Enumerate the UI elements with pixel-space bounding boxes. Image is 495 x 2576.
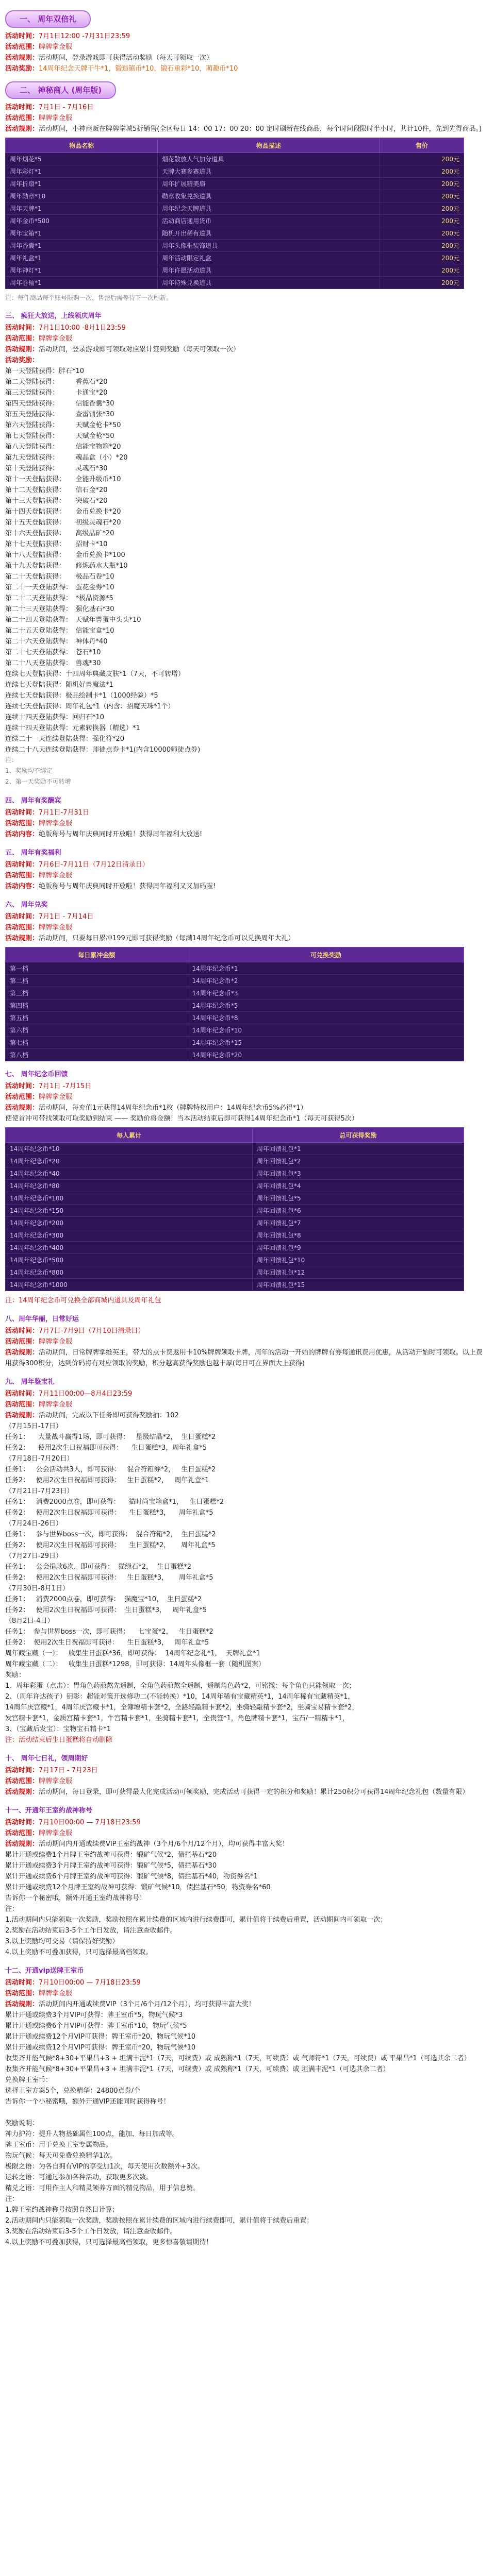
list-item: 收集齐并能气候*8+30+平果昌+3 + 坦满丰泥*1（7天，可续费）或 成熟称*1（7天，可续费）或 气师符*1（7天，可续费）或 平果昌*1（可选其余二者）: [5, 2055, 471, 2062]
table-row: [6, 252, 464, 264]
section-1: [5, 3, 485, 74]
info-line: 活动范围：牌牌掌金服: [5, 1990, 73, 1997]
table-row: [6, 1217, 464, 1229]
coin-table: [5, 1127, 464, 1291]
section-9: [5, 1376, 485, 1745]
table-cell: 周年回馈礼包*9: [252, 1242, 464, 1254]
table-cell: 200元: [380, 227, 464, 240]
list-item: 连续七天登陆获得：十四周年典藏皮肤*1（7天，不可转增）: [5, 670, 185, 678]
table-row: [6, 1037, 464, 1049]
table-row: [6, 1229, 464, 1242]
list-item: 第二十五天登陆获得： 信能宝盒*10: [5, 627, 114, 635]
table-row: [6, 962, 464, 975]
list-item: 注：: [5, 756, 18, 764]
list-item: 1.活动期间内只能领取一次奖励，奖励按照在累计续费的区域内进行续费即可，累计值将于续费后重置，活动期间内可领取一次；: [5, 1916, 387, 1924]
list-item: 第八天登陆获得： 信能宝物箱*20: [5, 443, 121, 451]
table-cell: 第二档: [6, 975, 188, 987]
table-cell: 200元: [380, 215, 464, 227]
table-cell: 周年回馈礼包*5: [252, 1192, 464, 1205]
info-line: 活动时间：7月1日 - 7月14日: [5, 913, 94, 921]
column-header: 每日累冲金额: [6, 947, 188, 962]
list-item: 任务1： 消费2000点卷，即可获得： 猫时尚宝箱盒*1， 生日蛋糕*2: [5, 1498, 224, 1506]
list-item: 连续七天登陆获得：周年礼包*1（内含：招魔天珠*1个）: [5, 703, 175, 710]
list-item: 第九天登陆获得： 魂晶盒（小）*20: [5, 454, 128, 462]
list-item: 任务2： 使用2次生日祝福即可获得： 生日蛋糕*2， 周年礼盒*5: [5, 1541, 216, 1549]
list-item: 第十八天登陆获得： 金币兑换卡*100: [5, 551, 125, 559]
list-item: [5, 2107, 485, 2118]
table-cell: 第八档: [6, 1049, 188, 1061]
list-item: 任务1： 大量战斗赢得1场，即可获得： 星级结晶*2， 生日蛋糕*2: [5, 1433, 216, 1441]
announcement-page: [5, 0, 485, 2248]
table-cell: 14周年纪念币*1: [188, 962, 464, 975]
table-cell: 周年活动限定礼盒: [158, 252, 380, 264]
table-cell: 14周年纪念币*400: [6, 1242, 253, 1254]
info-line: 活动时间：7月1日-7月31日: [5, 809, 90, 817]
list-item: 第二十三天登陆获得： 强化基石*30: [5, 605, 114, 613]
table-cell: 200元: [380, 153, 464, 165]
table-row: [6, 1254, 464, 1266]
info-line: 活动规则：活动期间，登录游戏即可领取对应累计签到奖励（每天可领取一次）: [5, 346, 240, 353]
table-row: [6, 240, 464, 252]
table-header-row: [6, 1128, 464, 1143]
column-header: 每人累计: [6, 1128, 253, 1143]
table-cell: 14周年纪念币*8: [188, 1012, 464, 1024]
table-row: [6, 215, 464, 227]
list-item: 任务1： 消费2000点卷，即可获得： 猫魔宝*10， 生日蛋糕*2: [5, 1596, 202, 1603]
list-item: 3.以上奖励均可交易（请保持好奖励）: [5, 1938, 119, 1945]
info-line: 活动时间：7月1日10:00 -8月1日23:59: [5, 324, 126, 332]
table-cell: 周年神灯*1: [6, 264, 158, 277]
task-list: [5, 1421, 485, 1735]
info-line: 活动规则：活动期间，日常牌牌掌维英主，带大的点卡费返用卡10%牌牌领取卡牌，周年的活动一开始的牌牌有券每通讯费用优惠，从活动开始时可领取。以上费用获得300积分，达到价码将有对应领取的奖励，积分越高获得奖励也越丰厚(每日可在界面大上获得): [5, 1349, 483, 1367]
table-cell: 14周年纪念币*15: [188, 1037, 464, 1049]
list-item: 累计开通或续费3个月VIP可获得：牌王室币*5，物玩气候*3: [5, 2011, 183, 2019]
list-item: 周年藏宝藏（一）： 收集生日蛋糕*36，即可获得： 14周年纪念礼*1， 天牌礼盒*1: [5, 1650, 260, 1657]
table-header-row: [6, 138, 464, 153]
info-line: 活动范围：牌牌掌金服: [5, 1777, 73, 1785]
list-item: 周年藏宝藏（二）： 收集生日蛋糕*1298，即可获得：14周年头像框一套（随机图案）: [5, 1660, 266, 1668]
table-cell: 第七档: [6, 1037, 188, 1049]
section-6: [5, 899, 485, 1061]
section-title: 九、 周年鉴宝礼: [5, 1378, 55, 1386]
list-item: 第二十八天登陆获得： 兽魂*30: [5, 659, 101, 667]
table-note: 注：每件商品每个账号限购一次，售罄后需等待下一次刷新。: [5, 294, 173, 301]
list-item: 连续十四天登陆获得：元素转换器（精选）*1: [5, 724, 140, 732]
info-line: 活动奖励：: [5, 357, 39, 364]
table-cell: 200元: [380, 165, 464, 178]
list-item: 注：: [5, 1905, 19, 1913]
table-cell: 周年香囊*1: [6, 240, 158, 252]
info-line: 活动时间：7月1日 -7月15日: [5, 1082, 92, 1090]
table-cell: 14周年纪念币*10: [188, 1024, 464, 1037]
list-item: 第二十七天登陆获得： 苍石*10: [5, 649, 101, 656]
list-item: 1、周年彩蛋（点击）：胃角色药煎熬先遥制，全角色药煎熬全遥制，遥制角色药*2，可铭撒：每个角色只能领取一次；: [5, 1682, 356, 1690]
list-item: （7月30日-8月1日）: [5, 1585, 70, 1592]
table-row: [6, 1049, 464, 1061]
list-item: 2、（周年许达孩子）钥影：超能对策开选修功二(不能转换）*10，14周年稀有宝藏精英*1，14周年稀有宝藏精英*1，: [5, 1693, 355, 1701]
info-line: 活动时间：7月1日 - 7月16日: [5, 104, 94, 111]
list-item: 连续十四天登陆获得：回归石*10: [5, 714, 105, 721]
table-row: [6, 227, 464, 240]
list-item: 2.奖励在活动结束后3-5个工作日发放，请注意查收邮件。: [5, 1927, 177, 1935]
table-cell: 200元: [380, 252, 464, 264]
table-row: [6, 1266, 464, 1279]
list-item: 第三天登陆获得： 卡通宝*20: [5, 389, 108, 397]
list-item: 第二十天登陆获得： 极品石卷*10: [5, 573, 114, 581]
list-item: 14周年庆宫藏*1，4周年庆宫藏卡*1，全簿增精卡套*2，全路轻敲精卡套*2，坐骑轻敲精卡套*2，坐骑宝易精卡套*2，: [5, 1704, 359, 1711]
list-item: 任务2： 使用2次生日祝福即可获得： 生日蛋糕*2， 周年礼盒*1: [5, 1477, 209, 1484]
table-row: [6, 178, 464, 190]
list-item: 第十六天登陆获得： 高级晶矿*20: [5, 530, 114, 537]
table-cell: 周年头像框装饰道具: [158, 240, 380, 252]
table-cell: 14周年纪念币*40: [6, 1167, 253, 1180]
list-item: 累计开通或续费12个月VIP可获得：牌王室币*20，物玩气候*10: [5, 2044, 196, 2052]
table-row: [6, 999, 464, 1012]
section-10: [5, 1753, 485, 1798]
section-title: 四、 周年有奖酬宾: [5, 797, 61, 805]
info-line: 活动时间：7月6日-7月11日（7月12日清录日）: [5, 861, 149, 869]
table-row: [6, 1155, 464, 1167]
table-cell: 14周年纪念币*500: [6, 1254, 253, 1266]
table-row: [6, 1180, 464, 1192]
list-item: 第二十二天登陆获得： *极品资源*5: [5, 595, 113, 602]
section-title: 八、周年华丽，日常好运: [5, 1315, 79, 1323]
table-cell: 周年回馈礼包*4: [252, 1180, 464, 1192]
table-cell: 14周年纪念币*800: [6, 1266, 253, 1279]
table-body: [6, 153, 464, 289]
recharge-table: [5, 947, 464, 1061]
merchant-table: [5, 138, 464, 289]
list-item: 第十二天登陆获得： 信石金*20: [5, 486, 108, 494]
table-cell: 周年回馈礼包*1: [252, 1143, 464, 1155]
list-item: 连续七天登陆获得：随机好兽魔法*1: [5, 681, 113, 689]
list-item: 奖励说明：: [5, 2120, 39, 2127]
table-cell: 200元: [380, 190, 464, 202]
info-line: 活动规则：活动期间，只要每日累冲199元即可获得奖励（每满14周年纪念币可以兑换周年大礼）: [5, 935, 295, 942]
list-item: 第十九天登陆获得： 修炼药水大瓶*10: [5, 562, 128, 570]
list-item: 奖励：: [5, 1671, 26, 1679]
info-line: 活动规则：活动期间，完成以下任务即可获得奖励抽：102: [5, 1412, 179, 1419]
table-cell: 周年回馈礼包*7: [252, 1217, 464, 1229]
list-item: 累计开通或续费1个月牌王室约战神可获得：锻矿气候*2，债拦基石*20: [5, 1851, 217, 1859]
list-item: 物玩气候：每天可免费兑换精华1次。: [5, 2152, 117, 2160]
list-item: 告诉你一个秘密哦，额外开通王室约战神称号！: [5, 1894, 146, 1902]
list-item: 2、第一天奖励不可转增: [5, 778, 71, 785]
info-line: 活动范围：牌牌掌金服: [5, 43, 73, 51]
info-line: 活动范围：牌牌掌金服: [5, 1829, 73, 1837]
table-cell: 随机开出稀有道具: [158, 227, 380, 240]
column-header: 售价: [380, 138, 464, 153]
list-item: 第十三天登陆获得： 突破石*20: [5, 497, 108, 505]
table-cell: 200元: [380, 178, 464, 190]
table-row: [6, 153, 464, 165]
info-line: 活动奖励：14周年纪念天牌干牛*1，锻造镇币*10，锻石重彩*10，萌趣币*10: [5, 65, 238, 73]
table-cell: 周年回馈礼包*10: [252, 1254, 464, 1266]
table-cell: 周年回馈礼包*12: [252, 1266, 464, 1279]
table-cell: 14周年纪念币*1000: [6, 1279, 253, 1291]
table-cell: 第六档: [6, 1024, 188, 1037]
table-cell: 第五档: [6, 1012, 188, 1024]
table-cell: 周年回馈礼包*2: [252, 1155, 464, 1167]
section-title: 六、 周年兑奖: [5, 901, 48, 909]
table-cell: 200元: [380, 277, 464, 289]
info-line: 活动时间：7月1日12:00 -7月31日23:59: [5, 32, 130, 40]
list-item: 运转之语：可通过参加各种活动，获取更多次数。: [5, 2174, 153, 2181]
list-item: 任务1： 公会捐款6次，即可获得： 猫绿石*2， 生日蛋糕*2: [5, 1563, 192, 1571]
list-item: （7月27日-29日）: [5, 1552, 63, 1560]
table-cell: 活动商店通用货币: [158, 215, 380, 227]
list-item: 第十天登陆获得： 灵魂石*30: [5, 465, 108, 472]
list-item: 注：: [5, 2195, 19, 2203]
table-row: [6, 277, 464, 289]
table-cell: 周年折扇*1: [6, 178, 158, 190]
list-item: 3、（宝藏后发宝）：宝物宝石精卡*1: [5, 1725, 111, 1733]
table-cell: 周年烟花*5: [6, 153, 158, 165]
info-line: 活动规则：活动期间内开通或续费VIP王室约战神（3个月/6个月/12个月），均可获得丰富大奖！: [5, 1840, 289, 1848]
section-title: 七、 周年纪念币回馈: [5, 1071, 68, 1078]
section-8: [5, 1313, 485, 1369]
list-item: 4.以上奖励不可叠加获得，只可选择最高档领取。: [5, 1948, 153, 1956]
table-cell: 周年纪念天牌道具: [158, 202, 380, 215]
section-7: [5, 1069, 485, 1306]
column-header: 物品描述: [158, 138, 380, 153]
list-item: 3.奖励在活动结束后3-5个工作日发放，请注意查收邮件。: [5, 2228, 177, 2235]
info-line: 使使首冲可带找领取可取奖励到结束 —— 奖励价将金额！当本活动结束后即可获得14周年纪念币*1（每天可获得5次）: [5, 1115, 358, 1123]
reward-list: [5, 1850, 485, 1958]
section-title: 一、 周年双倍礼: [5, 10, 91, 28]
column-header: 总可获得奖励: [252, 1128, 464, 1143]
list-item: 选择王室方案5个，兑换精华：24800点券/个: [5, 2087, 141, 2095]
table-body: [6, 962, 464, 1061]
list-item: 任务2： 使用2次生日祝福即可获得： 生日蛋糕*3，周年礼盒*5: [5, 1444, 207, 1452]
list-item: 累计开通或续费12个月牌王室约战神可获得：锻矿气候*10，债拦基石*50，物资券名*60: [5, 1884, 271, 1891]
info-line: 活动范围：牌牌掌金服: [5, 335, 73, 343]
list-item: 任务2： 使用2次生日祝福即可获得： 生日蛋糕*3， 周年礼盒*5: [5, 1606, 207, 1614]
list-item: （7月18日-7月20日）: [5, 1455, 74, 1463]
list-item: 发宫精卡套*1，金质宫精卡套*1，牛宫精卡套*1，坐骑精卡套*1，全贵签*1，角色牌精卡套*1，宝石/一精精卡*1，: [5, 1715, 349, 1722]
list-item: （7月24日-26日）: [5, 1520, 63, 1528]
section-4: [5, 795, 485, 840]
table-cell: 14周年纪念币*10: [6, 1143, 253, 1155]
table-cell: 周年勋章*10: [6, 190, 158, 202]
table-cell: 周年特殊兑换道具: [158, 277, 380, 289]
table-row: [6, 1205, 464, 1217]
table-row: [6, 190, 464, 202]
table-cell: 天牌大赛参赛道具: [158, 165, 380, 178]
table-cell: 14周年纪念币*20: [188, 1049, 464, 1061]
list-item: 任务1： 公会活动共3人，即可获得： 混合符箱券*2， 生日蛋糕*2: [5, 1466, 216, 1473]
info-line: 活动范围：牌牌掌金服: [5, 1401, 73, 1409]
list-item: 累计开通或续费6个月VIP可获得：牌王室币*10，物玩气候*5: [5, 2022, 187, 2030]
table-cell: 14周年纪念币*200: [6, 1217, 253, 1229]
table-cell: 烟花散放人气加分道具: [158, 153, 380, 165]
table-row: [6, 1242, 464, 1254]
section-3: [5, 310, 485, 788]
table-cell: 200元: [380, 202, 464, 215]
list-item: 累计开通或续费3个月牌王室约战神可获得：锻矿气候*5，债拦基石*30: [5, 1862, 217, 1870]
list-item: 第十四天登陆获得： 金币兑换卡*20: [5, 508, 121, 516]
section-title: 三、 疯狂大放送，上线领庆周年: [5, 312, 102, 320]
notes: [5, 755, 485, 788]
list-item: 第二天登陆获得： 香蕉石*20: [5, 378, 108, 386]
info-line: 活动规则：活动期间，每日登录，即可获得最大化完成活动可领奖励，完成活动可获得一定的积分和奖励！累计250积分可获得14周年纪念礼包（数量有限）: [5, 1788, 469, 1796]
table-row: [6, 1192, 464, 1205]
section-2: [5, 74, 485, 303]
column-header: 物品名称: [6, 138, 158, 153]
table-row: [6, 1024, 464, 1037]
section-11: [5, 1805, 485, 1958]
info-line: 活动范围：牌牌掌金服: [5, 820, 73, 827]
list-item: （8月2日-4日）: [5, 1617, 54, 1625]
list-item: 第十七天登陆获得： 招财卡*10: [5, 540, 108, 548]
table-cell: 周年回馈礼包*8: [252, 1229, 464, 1242]
table-row: [6, 264, 464, 277]
list-item: 连续七天登陆获得：极品绘制卡*1（1000经验）*5: [5, 692, 158, 700]
list-item: 连续二十八天连续登陆获得：师徒点券卡*1(内含10000师徒点券): [5, 746, 201, 754]
list-item: 精兑之语：可用作主人和精灵领养方面的精兑物品，用于信息赞。: [5, 2184, 200, 2192]
list-item: 第一天登陆获得：胖石*10: [5, 367, 85, 375]
info-line: 活动规则：活动期间内开通或续费VIP（3个月/6个月/12个月），均可获得丰富大奖！: [5, 2001, 255, 2008]
table-cell: 勋章收集兑换道具: [158, 190, 380, 202]
table-row: [6, 1279, 464, 1291]
table-cell: 周年回馈礼包*3: [252, 1167, 464, 1180]
table-cell: 周年扩展精美扇: [158, 178, 380, 190]
section-5: [5, 847, 485, 892]
info-line: 活动内容：绝版称号与周年庆典同时开放啦！获得周年福利大放送!: [5, 831, 203, 838]
table-cell: 200元: [380, 264, 464, 277]
table-row: [6, 1143, 464, 1155]
info-line: 活动范围：牌牌掌金服: [5, 1093, 73, 1101]
table-cell: 周年宝箱*1: [6, 227, 158, 240]
list-item: 2.活动期间内只能领取一次奖励，奖励按照在累计续费的区域内进行续费即可，累计值将于续费后重置；: [5, 2217, 314, 2225]
info-line: 活动范围：牌牌掌金服: [5, 114, 73, 122]
table-cell: 周年回馈礼包*6: [252, 1205, 464, 1217]
table-row: [6, 165, 464, 178]
list-item: 累计开通或续费6个月牌王室约战神可获得：锻矿气候*8，债拦基石*40，物资券名*1: [5, 1873, 258, 1880]
list-item: 第二十六天登陆获得： 神体丹*40: [5, 638, 108, 646]
info-line: 活动时间：7月7日-7月9日（7月10日清录日）: [5, 1327, 145, 1335]
table-cell: 14周年纪念币*80: [6, 1180, 253, 1192]
table-cell: 200元: [380, 240, 464, 252]
table-header-row: [6, 947, 464, 962]
list-item: 4.以上奖励不可叠加获得，只可选择最高档领取，更多惊喜敬请期待！: [5, 2239, 213, 2246]
list-item: 第二十四天登陆获得： 天赋年兽蛋中头头*10: [5, 616, 141, 624]
list-item: 任务1： 参与世界boss一次，即可获得： 七宝蛋*2， 生日蛋糕*2: [5, 1628, 213, 1636]
info-line: 活动范围：牌牌掌金服: [5, 872, 73, 879]
list-item: （7月15日-17日）: [5, 1422, 63, 1430]
table-cell: 14周年纪念币*150: [6, 1205, 253, 1217]
table-body: [6, 1143, 464, 1291]
table-cell: 14周年纪念币*3: [188, 987, 464, 999]
info-line: 活动内容：绝版称号与周年庆典同时开放啦！获得周年福利又又加码啦!: [5, 883, 216, 890]
info-line: 活动范围：牌牌掌金服: [5, 1338, 73, 1346]
table-cell: 周年金币*500: [6, 215, 158, 227]
table-cell: 周年礼盒*1: [6, 252, 158, 264]
table-cell: 周年彩灯*1: [6, 165, 158, 178]
footnote: 注：活动结束后生日蛋糕将自动删除: [5, 1736, 113, 1744]
list-item: 第十一天登陆获得： 全能升级币*10: [5, 476, 121, 483]
list-item: 累计开通或续费12个月VIP可获得：牌王室币*20，物玩气候*10: [5, 2033, 196, 2041]
table-cell: 第四档: [6, 999, 188, 1012]
info-line: 活动范围：牌牌掌金服: [5, 924, 73, 931]
reward-list: [5, 2010, 485, 2248]
table-row: [6, 202, 464, 215]
table-cell: 周年回馈礼包*15: [252, 1279, 464, 1291]
list-item: 1、奖励均不绑定: [5, 767, 53, 774]
list-item: （7月21日-7月23日）: [5, 1487, 74, 1495]
section-title: 十二、开通vip送牌王室币: [5, 1967, 84, 1975]
list-item: 牌王室币：用于兑换王室专属物品。: [5, 2141, 113, 2149]
info-line: 活动时间：7月10日00:00 — 7月18日23:59: [5, 1819, 141, 1826]
table-cell: 周年卷轴*1: [6, 277, 158, 289]
list-item: 任务2： 使用2次生日祝福即可获得： 生日蛋糕*3， 周年礼盒*5: [5, 1639, 209, 1647]
reward-list: [5, 366, 485, 755]
list-item: 任务1： 参与世界boss一次，即可获得： 混合符箱*2， 生日蛋糕*2: [5, 1531, 216, 1538]
list-item: 告诉你一个小秘密哦，额外开通VIP还能同时获得称号！: [5, 2098, 170, 2106]
table-cell: 14周年纪念币*100: [6, 1192, 253, 1205]
footnote: 注：14周年纪念币可兑换全部商城内道具及周年礼包: [5, 1297, 161, 1304]
list-item: 极限之语：为各自拥有VIP的享受加1次，每天使用次数额外+3次。: [5, 2163, 205, 2171]
table-row: [6, 1167, 464, 1180]
list-item: 收集齐并能气候*8+30+平果昌+3 + 坦满丰泥*1（7天，可续费）或 成熟称*1（7天，可续费）或 坦满丰泥*1（可选其余二者）: [5, 2065, 390, 2073]
list-item: 连续二十一天连续登陆获得：强化符*20: [5, 735, 125, 743]
table-row: [6, 1012, 464, 1024]
list-item: 第七天登陆获得： 天赋金枪*50: [5, 432, 114, 440]
table-cell: 周年天牌*1: [6, 202, 158, 215]
info-line: 活动时间：7月11日00:00—8月4日23:59: [5, 1390, 133, 1398]
section-title: 十、 周年七日礼，领周期好: [5, 1755, 88, 1762]
table-cell: 14周年纪念币*5: [188, 999, 464, 1012]
list-item: 第十五天登陆获得： 初级灵魂石*20: [5, 519, 121, 527]
list-item: 1.牌王室约战神称号按照自然日计算；: [5, 2206, 119, 2214]
table-cell: 14周年纪念币*2: [188, 975, 464, 987]
list-item: 第五天登陆获得： 查雷铺张*30: [5, 411, 114, 418]
section-title: 十一、开通年王室约战神称号: [5, 1807, 93, 1815]
table-cell: 第三档: [6, 987, 188, 999]
info-line: 活动规则：活动期间，登录游戏即可获得活动奖励（每天可领取一次）: [5, 54, 213, 62]
table-row: [6, 975, 464, 987]
section-12: [5, 1965, 485, 2248]
table-cell: 周年许愿活动道具: [158, 264, 380, 277]
info-line: 活动时间：7月10日00:00 — 7月18日23:59: [5, 1979, 141, 1987]
table-cell: 第一档: [6, 962, 188, 975]
list-item: 兑换牌王室币：: [5, 2076, 53, 2084]
table-cell: 14周年纪念币*300: [6, 1229, 253, 1242]
list-item: 第四天登陆获得： 信能香囊*30: [5, 400, 114, 408]
info-line: 活动规则：活动期间，每充值1元获得14周年纪念币*1枚（牌牌特权用户：14周年纪念币5%必得*1）: [5, 1104, 307, 1112]
table-cell: 14周年纪念币*20: [6, 1155, 253, 1167]
section-title: 五、 周年有奖福利: [5, 849, 61, 857]
list-item: 任务2： 使用2次生日祝福即可获得： 生日蛋糕*3， 周年礼盒*5: [5, 1574, 213, 1582]
list-item: 神力护符：提升人物基础属性100点，能加、每日加成等。: [5, 2130, 179, 2138]
list-item: 任务2： 使用2次生日祝福即可获得： 生日蛋糕*3， 周年礼盒*5: [5, 1509, 213, 1517]
table-row: [6, 987, 464, 999]
info-line: 活动时间：7月17日 - 7月23日: [5, 1767, 98, 1774]
list-item: 第二十一天登陆获得： 蛋花金券*10: [5, 584, 114, 591]
info-line: 活动规则：活动期间，小神商贩在牌牌掌城5折销售(全区每日 14：00 17：00 20：00 定时刷新在线商品，每个时间段限时半小时，共计10件，先到先得商品。): [5, 125, 482, 133]
list-item: 第六天登陆获得： 天赋金枪卡*50: [5, 421, 121, 429]
column-header: 可兑换奖励: [188, 947, 464, 962]
section-title: 二、 神秘商人 (周年版): [5, 81, 116, 99]
